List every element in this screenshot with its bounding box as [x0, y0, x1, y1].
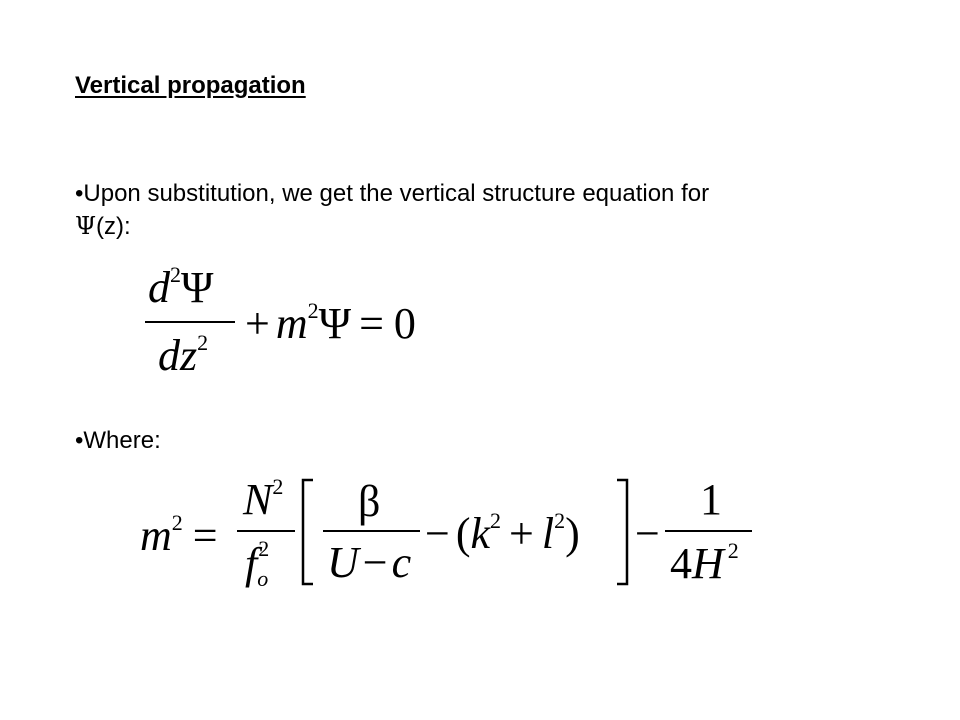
equation-denominator: $dz^2$	[158, 330, 209, 380]
right-bracket	[617, 480, 627, 584]
equation-rhs-terms: + $m^2\Psi = 0$	[245, 298, 416, 348]
vertical-wavenumber-equation	[135, 472, 760, 602]
bullet-marker: •	[75, 180, 84, 207]
minus-sign: −	[635, 509, 660, 558]
coef-denominator: fo2	[245, 536, 270, 591]
inner-numerator: β	[358, 477, 381, 526]
last-numerator: 1	[700, 475, 722, 524]
bullet-text: Upon substitution, we get the vertical structure equation for	[83, 180, 710, 207]
bullet-text: Where:	[83, 427, 161, 454]
psi-symbol: Ψ	[75, 212, 97, 240]
vertical-structure-equation	[140, 262, 450, 382]
bullet-marker: •	[75, 427, 84, 454]
last-denominator: 4H $^2$	[670, 538, 739, 588]
slide-title: Vertical propagation	[75, 72, 306, 99]
equation-numerator: $d^2\Psi$	[148, 262, 214, 312]
bullet-where	[75, 425, 161, 457]
m-squared: $m^2$ =	[140, 510, 218, 560]
inner-denominator: U−c	[327, 538, 412, 587]
bullet-text-suffix: (z):	[96, 213, 131, 240]
bullet-substitution	[75, 178, 875, 243]
left-bracket	[303, 480, 313, 584]
coef-numerator: $N^2$	[243, 474, 284, 524]
inner-term: − $(k^2 + l^2)$	[425, 508, 580, 558]
